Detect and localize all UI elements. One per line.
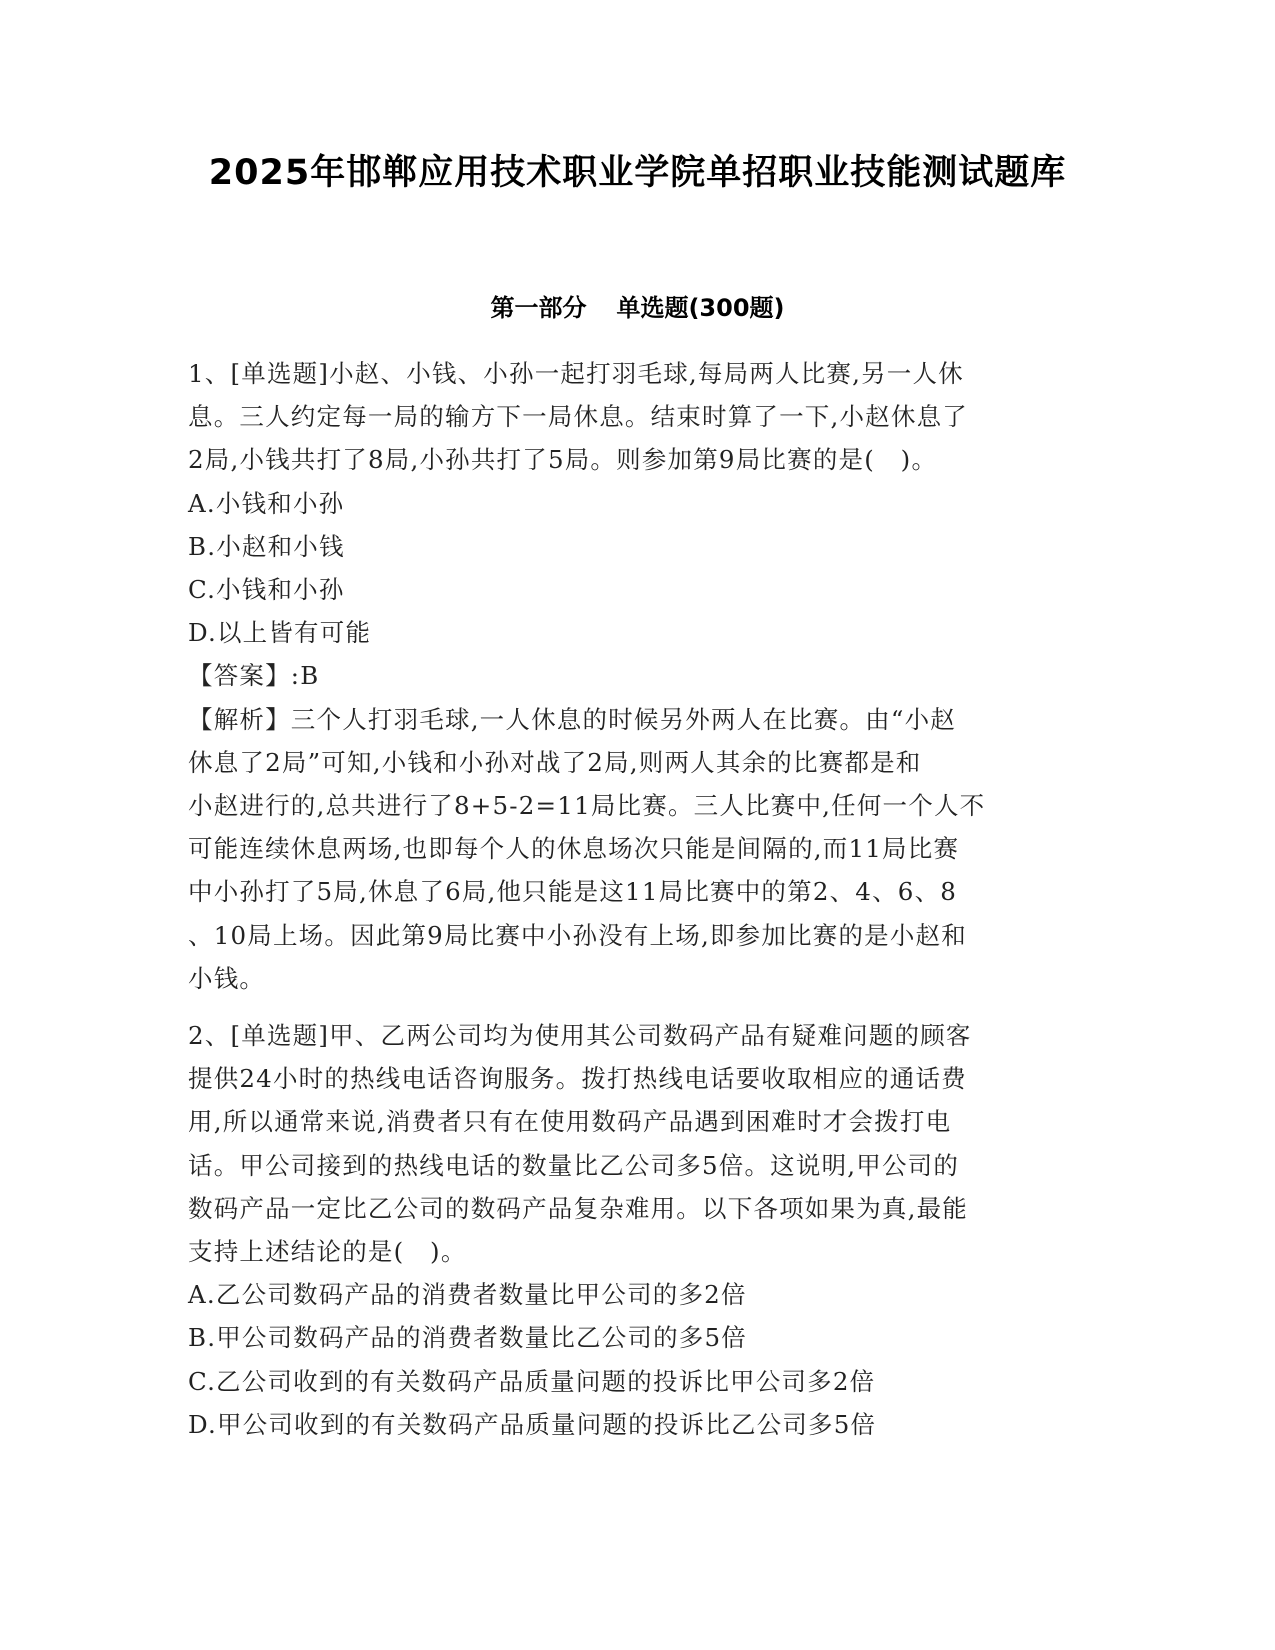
option-b: B.甲公司数码产品的消费者数量比乙公司的多5倍 [188,1323,747,1353]
analysis-line: 中小孙打了5局,休息了6局,他只能是这11局比赛中的第2、4、6、8 [188,877,958,907]
question-item [188,1014,1088,1446]
question-stem-line: 话。甲公司接到的热线电话的数量比乙公司多5倍。这说明,甲公司的 [188,1150,960,1180]
analysis-line: 小钱。 [188,963,266,993]
question-stem-line: 息。三人约定每一局的输方下一局休息。结束时算了一下,小赵休息了 [188,402,968,432]
question-stem-line: 提供24小时的热线电话咨询服务。拨打热线电话要收取相应的通话费 [188,1064,967,1094]
option-a: A.小钱和小孙 [188,488,345,518]
section-type-label: 单选题(300题) [616,294,785,322]
option-a: A.乙公司数码产品的消费者数量比甲公司的多2倍 [188,1280,747,1310]
question-stem-line: 支持上述结论的是( )。 [188,1237,467,1267]
question-stem-line: 数码产品一定比乙公司的数码产品复杂难用。以下各项如果为真,最能 [188,1193,968,1223]
question-list [188,352,1088,1446]
question-stem-line: 2局,小钱共打了8局,小孙共打了5局。则参加第9局比赛的是( )。 [188,445,938,475]
document-title: 2025年邯郸应用技术职业学院单招职业技能测试题库 [208,153,1067,193]
option-d: D.甲公司收到的有关数码产品质量问题的投诉比乙公司多5倍 [188,1409,877,1439]
analysis-line: 小赵进行的,总共进行了8+5-2=11局比赛。三人比赛中,任何一个人不 [188,791,986,821]
option-c: C.乙公司收到的有关数码产品质量问题的投诉比甲公司多2倍 [188,1366,876,1396]
analysis-line: 【解析】三个人打羽毛球,一人休息的时候另外两人在比赛。由“小赵 [188,704,957,734]
option-b: B.小赵和小钱 [188,531,345,561]
question-stem-line: 2、[单选题]甲、乙两公司均为使用其公司数码产品有疑难问题的顾客 [188,1021,972,1051]
section-heading [0,292,1275,324]
question-stem-line: 1、[单选题]小赵、小钱、小孙一起打羽毛球,每局两人比赛,另一人休 [188,359,964,388]
section-part-label: 第一部分 [490,294,587,322]
question-item [188,352,1088,1000]
analysis-line: 休息了2局”可知,小钱和小孙对战了2局,则两人其余的比赛都是和 [188,747,922,777]
option-d: D.以上皆有可能 [188,618,372,648]
analysis-line: 可能连续休息两场,也即每个人的休息场次只能是间隔的,而11局比赛 [188,834,960,864]
answer-line: 【答案】:B [188,661,320,691]
question-stem-line: 用,所以通常来说,消费者只有在使用数码产品遇到困难时才会拨打电 [188,1107,952,1137]
analysis-line: 、10局上场。因此第9局比赛中小孙没有上场,即参加比赛的是小赵和 [188,920,967,950]
option-c: C.小钱和小孙 [188,575,345,605]
